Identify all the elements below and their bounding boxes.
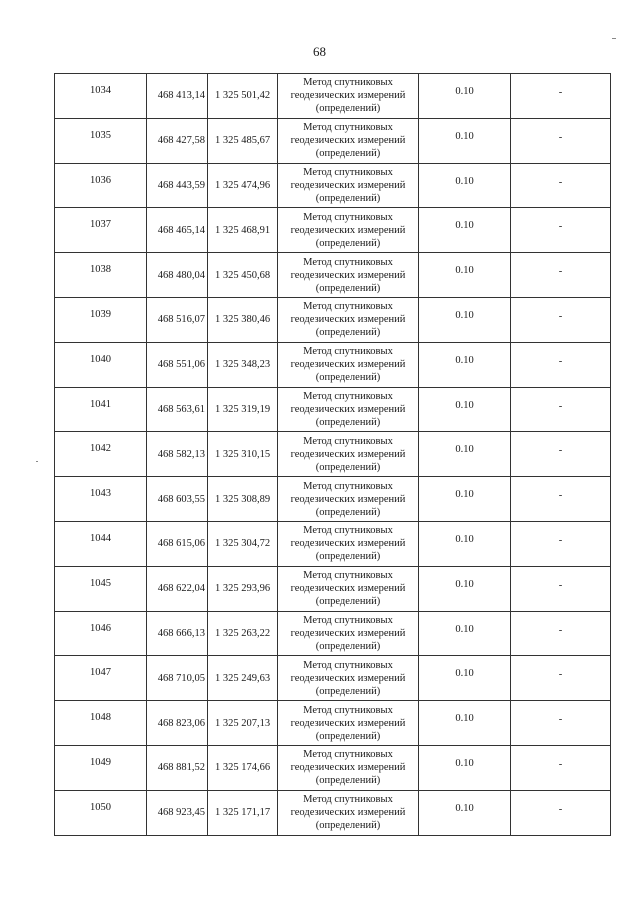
note-cell: - <box>511 74 611 119</box>
accuracy-cell: 0.10 <box>419 611 511 656</box>
accuracy-cell: 0.10 <box>419 74 511 119</box>
method-text-line: (определений) <box>315 282 381 294</box>
method-cell <box>278 253 419 298</box>
method-cell <box>278 74 419 119</box>
note-cell: - <box>511 566 611 611</box>
method-cell <box>278 701 419 746</box>
method-text-line: (определений) <box>315 596 381 608</box>
table-row <box>55 701 611 746</box>
method-text-line: Метод спутниковых <box>303 211 393 223</box>
x-coordinate-cell: 468 710,05 <box>147 656 208 701</box>
method-text-line: Метод спутниковых <box>303 704 393 716</box>
note-cell: - <box>511 611 611 656</box>
accuracy-cell: 0.10 <box>419 477 511 522</box>
method-cell <box>278 566 419 611</box>
table-row <box>55 477 611 522</box>
point-number-cell: 1041 <box>55 387 147 432</box>
x-coordinate-cell: 468 413,14 <box>147 74 208 119</box>
method-text-line: Метод спутниковых <box>303 570 393 582</box>
method-text-line: Метод спутниковых <box>303 794 393 806</box>
y-coordinate-cell: 1 325 319,19 <box>208 387 278 432</box>
point-number-cell: 1034 <box>55 74 147 119</box>
method-cell <box>278 477 419 522</box>
method-cell <box>278 521 419 566</box>
method-text-line: Метод спутниковых <box>303 749 393 761</box>
method-cell <box>278 432 419 477</box>
accuracy-cell: 0.10 <box>419 432 511 477</box>
method-text-line: (определений) <box>315 730 381 742</box>
method-text-line: Метод спутниковых <box>303 435 393 447</box>
method-text-line: геодезических измерений <box>290 627 406 639</box>
accuracy-cell: 0.10 <box>419 118 511 163</box>
y-coordinate-cell: 1 325 501,42 <box>208 74 278 119</box>
table-row <box>55 387 611 432</box>
method-cell <box>278 745 419 790</box>
method-text-line: Метод спутниковых <box>303 480 393 492</box>
y-coordinate-cell: 1 325 207,13 <box>208 701 278 746</box>
note-cell: - <box>511 656 611 701</box>
point-number-cell: 1042 <box>55 432 147 477</box>
table-row <box>55 342 611 387</box>
method-text-line: (определений) <box>315 775 381 787</box>
method-text-line: геодезических измерений <box>290 403 406 415</box>
note-cell: - <box>511 297 611 342</box>
point-number-cell: 1048 <box>55 701 147 746</box>
method-text-line: (определений) <box>315 820 381 832</box>
method-cell <box>278 208 419 253</box>
coordinates-table <box>54 73 611 836</box>
method-text-line: Метод спутниковых <box>303 166 393 178</box>
x-coordinate-cell: 468 427,58 <box>147 118 208 163</box>
note-cell: - <box>511 790 611 835</box>
point-number-cell: 1049 <box>55 745 147 790</box>
point-number-cell: 1043 <box>55 477 147 522</box>
method-cell <box>278 163 419 208</box>
method-text-line: (определений) <box>315 685 381 697</box>
method-text-line: Метод спутниковых <box>303 256 393 268</box>
x-coordinate-cell: 468 622,04 <box>147 566 208 611</box>
x-coordinate-cell: 468 516,07 <box>147 297 208 342</box>
method-text-line: геодезических измерений <box>290 135 406 147</box>
table-row <box>55 611 611 656</box>
scan-artifact <box>612 38 616 39</box>
x-coordinate-cell: 468 881,52 <box>147 745 208 790</box>
method-text-line: (определений) <box>315 551 381 563</box>
method-text-line: (определений) <box>315 192 381 204</box>
point-number-cell: 1038 <box>55 253 147 298</box>
accuracy-cell: 0.10 <box>419 790 511 835</box>
y-coordinate-cell: 1 325 474,96 <box>208 163 278 208</box>
point-number-cell: 1050 <box>55 790 147 835</box>
x-coordinate-cell: 468 443,59 <box>147 163 208 208</box>
method-cell <box>278 656 419 701</box>
accuracy-cell: 0.10 <box>419 701 511 746</box>
method-text-line: геодезических измерений <box>290 583 406 595</box>
x-coordinate-cell: 468 465,14 <box>147 208 208 253</box>
accuracy-cell: 0.10 <box>419 253 511 298</box>
coordinates-table-body <box>55 74 611 836</box>
note-cell: - <box>511 163 611 208</box>
page-number: 68 <box>313 44 326 59</box>
point-number-cell: 1037 <box>55 208 147 253</box>
table-row <box>55 208 611 253</box>
table-row <box>55 566 611 611</box>
point-number-cell: 1046 <box>55 611 147 656</box>
note-cell: - <box>511 432 611 477</box>
y-coordinate-cell: 1 325 308,89 <box>208 477 278 522</box>
method-text-line: (определений) <box>315 103 381 115</box>
accuracy-cell: 0.10 <box>419 163 511 208</box>
method-text-line: геодезических измерений <box>290 224 406 236</box>
x-coordinate-cell: 468 563,61 <box>147 387 208 432</box>
note-cell: - <box>511 521 611 566</box>
note-cell: - <box>511 342 611 387</box>
table-row <box>55 118 611 163</box>
x-coordinate-cell: 468 666,13 <box>147 611 208 656</box>
method-text-line: геодезических измерений <box>290 672 406 684</box>
method-text-line: геодезических измерений <box>290 269 406 281</box>
method-cell <box>278 118 419 163</box>
x-coordinate-cell: 468 823,06 <box>147 701 208 746</box>
method-text-line: Метод спутниковых <box>303 346 393 358</box>
accuracy-cell: 0.10 <box>419 656 511 701</box>
table-row <box>55 790 611 835</box>
method-text-line: (определений) <box>315 416 381 428</box>
x-coordinate-cell: 468 603,55 <box>147 477 208 522</box>
y-coordinate-cell: 1 325 249,63 <box>208 656 278 701</box>
y-coordinate-cell: 1 325 485,67 <box>208 118 278 163</box>
y-coordinate-cell: 1 325 174,66 <box>208 745 278 790</box>
note-cell: - <box>511 477 611 522</box>
table-row <box>55 432 611 477</box>
method-text-line: (определений) <box>315 237 381 249</box>
method-text-line: геодезических измерений <box>290 493 406 505</box>
method-text-line: геодезических измерений <box>290 90 406 102</box>
method-text-line: (определений) <box>315 327 381 339</box>
x-coordinate-cell: 468 615,06 <box>147 521 208 566</box>
y-coordinate-cell: 1 325 293,96 <box>208 566 278 611</box>
table-row <box>55 745 611 790</box>
point-number-cell: 1035 <box>55 118 147 163</box>
accuracy-cell: 0.10 <box>419 387 511 432</box>
method-text-line: (определений) <box>315 506 381 518</box>
y-coordinate-cell: 1 325 468,91 <box>208 208 278 253</box>
method-cell <box>278 790 419 835</box>
y-coordinate-cell: 1 325 310,15 <box>208 432 278 477</box>
method-text-line: геодезических измерений <box>290 359 406 371</box>
table-row <box>55 656 611 701</box>
method-cell <box>278 342 419 387</box>
method-cell <box>278 611 419 656</box>
scan-artifact <box>36 461 38 462</box>
accuracy-cell: 0.10 <box>419 566 511 611</box>
note-cell: - <box>511 387 611 432</box>
table-row <box>55 163 611 208</box>
method-text-line: Метод спутниковых <box>303 614 393 626</box>
y-coordinate-cell: 1 325 348,23 <box>208 342 278 387</box>
method-text-line: Метод спутниковых <box>303 390 393 402</box>
accuracy-cell: 0.10 <box>419 342 511 387</box>
method-text-line: (определений) <box>315 461 381 473</box>
method-text-line: (определений) <box>315 148 381 160</box>
y-coordinate-cell: 1 325 263,22 <box>208 611 278 656</box>
note-cell: - <box>511 701 611 746</box>
y-coordinate-cell: 1 325 450,68 <box>208 253 278 298</box>
point-number-cell: 1047 <box>55 656 147 701</box>
method-text-line: Метод спутниковых <box>303 301 393 313</box>
method-text-line: геодезических измерений <box>290 448 406 460</box>
accuracy-cell: 0.10 <box>419 208 511 253</box>
point-number-cell: 1045 <box>55 566 147 611</box>
x-coordinate-cell: 468 582,13 <box>147 432 208 477</box>
method-text-line: геодезических измерений <box>290 538 406 550</box>
table-row <box>55 297 611 342</box>
method-text-line: геодезических измерений <box>290 717 406 729</box>
method-text-line: Метод спутниковых <box>303 77 393 89</box>
method-text-line: Метод спутниковых <box>303 122 393 134</box>
note-cell: - <box>511 253 611 298</box>
method-text-line: геодезических измерений <box>290 762 406 774</box>
method-text-line: геодезических измерений <box>290 179 406 191</box>
x-coordinate-cell: 468 551,06 <box>147 342 208 387</box>
accuracy-cell: 0.10 <box>419 745 511 790</box>
point-number-cell: 1040 <box>55 342 147 387</box>
point-number-cell: 1039 <box>55 297 147 342</box>
table-row <box>55 253 611 298</box>
y-coordinate-cell: 1 325 380,46 <box>208 297 278 342</box>
method-cell <box>278 297 419 342</box>
accuracy-cell: 0.10 <box>419 297 511 342</box>
method-text-line: геодезических измерений <box>290 314 406 326</box>
method-text-line: геодезических измерений <box>290 807 406 819</box>
x-coordinate-cell: 468 480,04 <box>147 253 208 298</box>
table-row <box>55 74 611 119</box>
accuracy-cell: 0.10 <box>419 521 511 566</box>
method-cell <box>278 387 419 432</box>
note-cell: - <box>511 208 611 253</box>
note-cell: - <box>511 118 611 163</box>
table-row <box>55 521 611 566</box>
x-coordinate-cell: 468 923,45 <box>147 790 208 835</box>
y-coordinate-cell: 1 325 304,72 <box>208 521 278 566</box>
y-coordinate-cell: 1 325 171,17 <box>208 790 278 835</box>
point-number-cell: 1036 <box>55 163 147 208</box>
method-text-line: (определений) <box>315 372 381 384</box>
method-text-line: Метод спутниковых <box>303 525 393 537</box>
point-number-cell: 1044 <box>55 521 147 566</box>
method-text-line: (определений) <box>315 640 381 652</box>
method-text-line: Метод спутниковых <box>303 659 393 671</box>
note-cell: - <box>511 745 611 790</box>
